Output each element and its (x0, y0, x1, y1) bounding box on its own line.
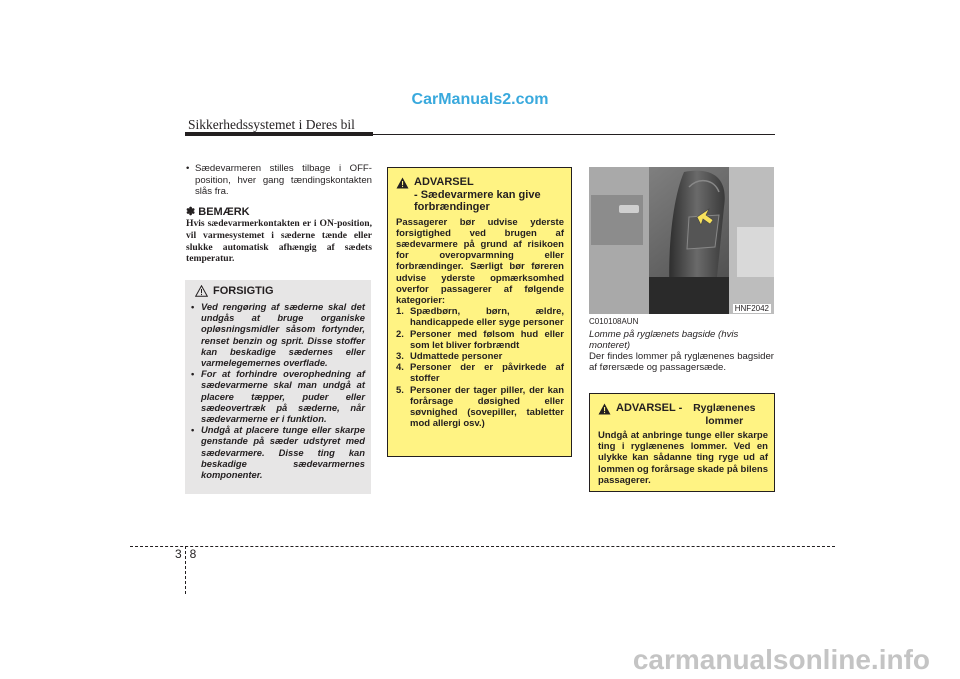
seatback-pocket-photo (589, 167, 774, 314)
bullet-dot: • (186, 163, 190, 174)
list-item (396, 362, 564, 384)
page-number: 38 (175, 547, 205, 561)
warning-title: ADVARSEL (616, 402, 676, 414)
image-code-label: HNF2042 (734, 304, 769, 313)
warning-list (396, 306, 564, 429)
warning-heading (598, 402, 768, 427)
list-item (396, 329, 564, 351)
warning-box-seatback-pocket (589, 393, 775, 492)
watermark-carmanuals2: CarManuals2.com (411, 91, 549, 108)
body-text: Der findes lommer på ryglænenes bagsider af førersæde og passagersæde. (589, 351, 774, 373)
left-column (186, 163, 372, 265)
car-interior-illustration (589, 167, 774, 314)
section-code: C010108AUN (589, 317, 639, 326)
bullet-text: Sædevarmeren stilles tilbage i OFF-position, hver gang tændingskontakten slås fra. (195, 163, 372, 198)
list-item (396, 306, 564, 328)
caution-item-text: Undgå at placere tunge eller skarpe genstande på sæder udstyret med sædevarmere. Disse ting kan beskadige sædevarmernes komponenter. (201, 424, 365, 481)
watermark-text: carmanualsonline.info (632, 644, 930, 675)
note-title: BEMÆRK (198, 205, 250, 218)
warning-subtitle: Ryglænenes lommer (693, 402, 756, 427)
warning-triangle-icon (598, 403, 611, 415)
caution-heading (195, 285, 274, 297)
bullet-dot: • (191, 301, 195, 312)
caution-item (191, 368, 365, 424)
caution-item (191, 301, 365, 368)
warning-subtitle: - Sædevarmere kan give forbrændinger (414, 188, 541, 213)
caution-title: FORSIGTIG (213, 285, 274, 297)
footer-rule (130, 546, 835, 547)
right-column (589, 317, 774, 373)
note-body: Hvis sædevarmerkontakten er i ON-position, vil varmesystemet i sæderne tænde eller slukke automatisk afhængig af sædets temperatur. (186, 218, 372, 265)
warning-dash: - (678, 402, 683, 414)
warning-box-seat-heater (387, 167, 572, 457)
caution-triangle-icon (195, 285, 208, 297)
header-bar (185, 132, 373, 136)
warning-body: Undgå at anbringe tunge eller skarpe ting i ryglænenes lommer. Ved en ulykke kan sådanne ting ryge ud af lommen og forårsage skade på bilens passagerer. (598, 430, 768, 486)
header-rule (373, 134, 775, 135)
list-number: 3. (396, 350, 404, 362)
list-text: Personer der er påvirkede af stoffer (410, 362, 564, 385)
list-item (396, 351, 564, 362)
list-number: 1. (396, 306, 404, 318)
subheading: Lomme på ryglænets bagside (hvis monteret) (589, 329, 739, 351)
section-title: Sikkerhedssystemet i Deres bil (188, 117, 355, 132)
list-text: Personer med følsom hud eller som let bliver forbrændt (410, 328, 564, 351)
bullet-dot: • (191, 424, 195, 436)
warning-intro: Passagerer bør udvise yderste forsigtighed ved brugen af sædevarmere på grund af risikoen for overopvarmning eller forbrændinger. Særligt bør føreren udvise yderste opmærksomhed overfor passagerer af følgende kategorier: (396, 216, 564, 306)
caution-item (191, 424, 365, 480)
list-text: Spædbørn, børn, ældre, handicappede eller syge personer (410, 306, 564, 329)
warning-heading (396, 176, 564, 214)
note-symbol: ✽ (186, 205, 196, 218)
caution-item-text: For at forhindre overophedning af sædevarmerne skal man undgå at placere tæpper, puder eller sædeovertræk på sæderne, når sædevarmerne er i funktion. (201, 368, 365, 425)
caution-item-text: Ved rengøring af sæderne skal det undgås at bruge organiske opløsningsmidler såsom fortynder, renset benzin og sprit. Disse stoffer kan beskadige sædernes eller varmelegemernes overflade. (201, 301, 365, 369)
list-text: Udmattede personer (410, 350, 503, 362)
warning-triangle-icon (396, 177, 409, 189)
list-number: 4. (396, 362, 404, 374)
list-number: 5. (396, 384, 404, 396)
watermark-carmanualsonline (0, 644, 960, 676)
bullet-item (186, 163, 372, 198)
caution-box (185, 280, 371, 494)
list-number: 2. (396, 328, 404, 340)
list-text: Personer der tager piller, der kan forårsage døsighed eller søvnighed (sovepiller, tabletter mod allergi osv.) (410, 384, 564, 430)
bullet-dot: • (191, 368, 195, 380)
note-heading (186, 207, 372, 219)
caution-list (191, 301, 365, 480)
warning-title: ADVARSEL (414, 176, 474, 188)
list-item (396, 385, 564, 430)
